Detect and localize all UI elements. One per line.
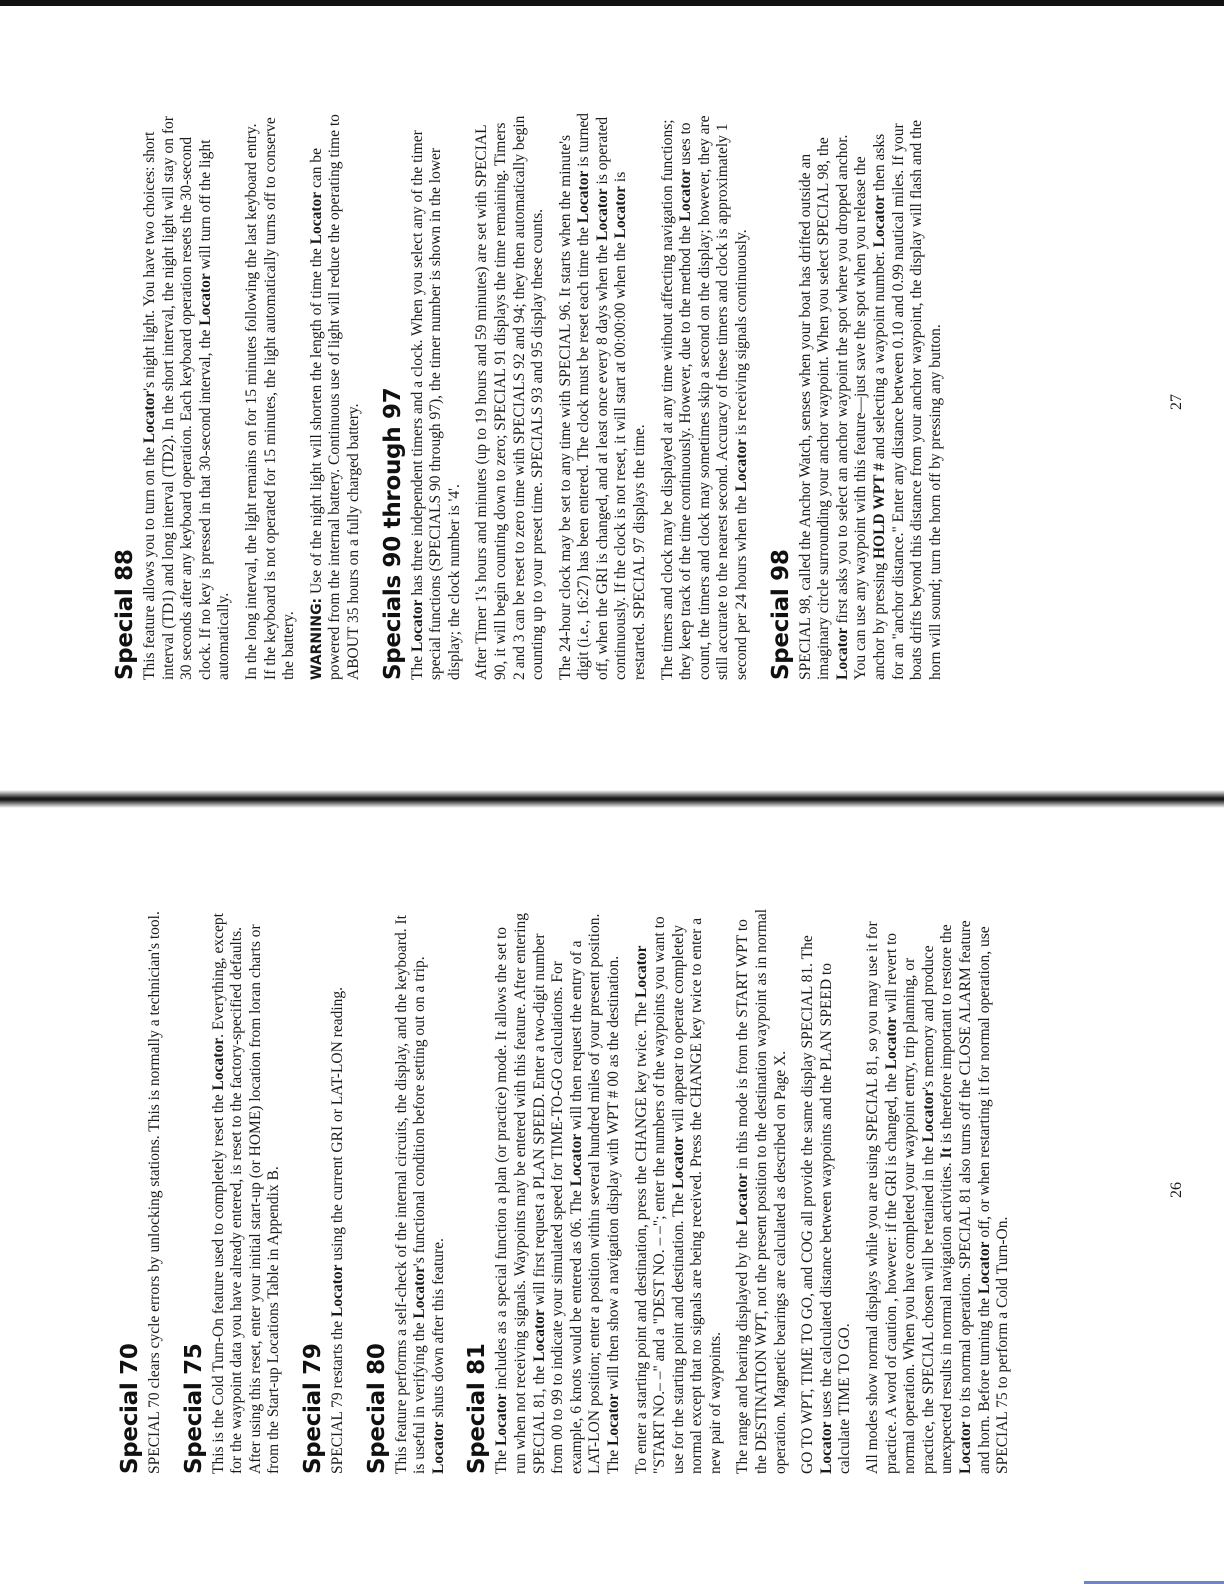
- left-page-column: [117, 906, 1022, 1474]
- section-heading: Special 81: [464, 1343, 491, 1474]
- emphasis-text: Locator: [567, 1133, 585, 1187]
- page-edge-shadow: [0, 0, 1224, 6]
- emphasis-text: Locator: [669, 1136, 687, 1189]
- emphasis-text: Locator: [328, 1264, 346, 1317]
- section-heading: Special 98: [767, 549, 794, 680]
- body-paragraph: This feature performs a self-check of the internal circuits, the display, and the keyboard. It is useful in verifying the Locator's functional condition before setting out on a trip. Locator shuts down after this feature.: [392, 915, 447, 1474]
- emphasis-text: Locator: [871, 194, 888, 248]
- body-paragraph: This feature allows you to turn on the Locator's night light. You have two choices: short interval (TD1) and long interval (TD2). In the short interval, the night light will stay on for 30 seconds after any keyboard operation. Each keyboard operation resets the 30-second clock. If no key is pressed in that 30-second interval, the Locator will turn off the light automatically.: [141, 116, 233, 680]
- emphasis-text: Locator: [817, 1421, 835, 1474]
- emphasis-text: Locator: [632, 945, 650, 998]
- body-paragraph: After Timer 1's hours and minutes (up to 19 hours and 59 minutes) are set with SPECIAL 90, it will begin counting down to zero; SPECIAL 91 displays the time remaining. Timers 2 and 3 can be reset to zero time with SPECIALS 92 and 94; they then automatically begin counting up to your preset time. SPECIALS 93 and 95 display these counts.: [473, 115, 547, 680]
- body-paragraph: SPECIAL 70 clears cycle errors by unlocking stations. This is normally a technician's tool.: [146, 911, 163, 1474]
- page-number: 26: [1168, 1182, 1185, 1198]
- left-page: [0, 792, 1224, 1584]
- book-gutter: [0, 790, 1224, 808]
- section-heading: Special 80: [363, 1343, 390, 1474]
- emphasis-text: Locator: [975, 1241, 993, 1295]
- emphasis-text: Locator: [408, 599, 426, 653]
- emphasis-text: Locator: [411, 1266, 429, 1319]
- section-heading: Special 79: [299, 1343, 326, 1474]
- emphasis-text: Locator: [833, 627, 851, 680]
- emphasis-text: Locator: [575, 170, 593, 224]
- emphasis-text: Locator: [196, 273, 214, 326]
- emphasis-text: Locator: [733, 438, 751, 492]
- emphasis-text: Locator: [209, 1037, 227, 1091]
- body-paragraph: WARNING: Use of the night light will shorten the length of time the Locator can be powered from the internal battery. Continuous use of light will reduce the operating time to ABOUT 35 hours on a fully charged battery.: [307, 114, 362, 680]
- emphasis-text: Locator: [493, 1393, 511, 1447]
- body-paragraph: All modes show normal displays while you are using SPECIAL 81, so you may use it for practice. A word of caution , however: if the GRI is changed, the Locator will revert to normal operation. When you have completed your waypoint entry, trip planning, or practice, the SPECIAL chosen will be retained in the Locator's memory and produce unexpected results in normal navigation activities. It is therefore important to restore the Locator to its normal operation. SPECIAL 81 also turns off the CLOSE ALARM feature and horn. Before turning the Locator off, or when restarting it for normal operation, use SPECIAL 75 to perform a Cold Turn-On.: [864, 920, 1012, 1474]
- section-heading: Special 75: [180, 1343, 207, 1474]
- body-paragraph: The Locator includes as a special function a plan (or practice) mode. It allows the set to run when not receiving signals. Waypoints may be entered with this feature. After entering SPECIAL 81, the Locator will first request a PLAN SPEED. Enter a two-digit number from 00 to 99 to indicate your simulated speed for TIME-TO-GO calculations. For example, 6 knots would be entered as 06. The Locator will then request the entry of a LAT-LON position; enter a position within several hundred miles of your present position. The Locator will then show a navigation display with WPT # 00 as the destination.: [493, 912, 622, 1474]
- emphasis-text: Locator: [919, 1089, 937, 1143]
- body-paragraph: SPECIAL 79 restarts the Locator using the current GRI or LAT-LON reading.: [328, 986, 346, 1474]
- emphasis-text: Locator: [593, 188, 611, 241]
- emphasis-text: Locator: [530, 1309, 548, 1362]
- body-paragraph: In the long interval, the light remains on for 15 minutes following the last keyboard entry. If the keyboard is not operated for 15 minutes, the light automatically turns off to conserve the battery.: [242, 117, 298, 680]
- emphasis-text: Locator: [429, 1421, 447, 1474]
- body-paragraph: The 24-hour clock may be set to any time with SPECIAL 96. It starts when the minute's digit (i.e., 16:27) has been entered. The clock must be reset each time the Locator is turned off, when the GRI is changed, and at least once every 8 days when the Locator is operated continuously. If the clock is not reset, it will start at 00:00:00 when the Locator is restarted. SPECIAL 97 displays the time.: [556, 112, 649, 680]
- body-paragraph: SPECIAL 98, called the Anchor Watch, senses when your boat has drifted outside an imaginary circle surrounding your anchor waypoint. When you select SPECIAL 98, the Locator first asks you to select an anchor waypoint the spot where you dropped anchor. You can use any waypoint with this feature—just save the spot when you release the anchor by pressing HOLD WPT # and selecting a waypoint number. Locator then asks for an "anchor distance." Enter any distance between 0.10 and 0.99 nautical miles. If your boats drifts beyond this distance from your anchor waypoint, the display will flash and the horn will sound; turn the horn off by pressing any button.: [796, 119, 944, 680]
- emphasis-text: Locator: [734, 1173, 752, 1226]
- body-paragraph: The Locator has three independent timers and a clock. When you select any of the timer special functions (SPECIALS 90 through 97), the timer number is shown in the lower display; the clock number is '4'.: [408, 130, 463, 680]
- emphasis-text: Locator: [141, 390, 158, 444]
- page-number: 27: [1168, 394, 1185, 410]
- emphasis-text: Locator: [882, 1016, 900, 1070]
- body-paragraph: This is the Cold Turn-On feature used to completely reset the Locator. Everything, except for the waypoint data you have already entered, is reset to the factory-specified defaults. After using this reset, enter your initial start-up (or HOME) location from loran charts or from the Start-up Locations Table in Appendix B.: [209, 913, 283, 1474]
- section-heading: Special 70: [117, 1343, 143, 1474]
- body-paragraph: The range and bearing displayed by the Locator in this mode is from the START WPT to the DESTINATION WPT, not the present position to the destination waypoint as in normal operation. Magnetic bearings are calculated as described on Page X.: [734, 908, 789, 1474]
- body-paragraph: The timers and clock may be displayed at any time without affecting navigation functions; they keep track of the time continuously. However, due to the method the Locator uses to count, the timers and clock may sometimes skip a second on the display; however, they are still accurate to the nearest second. Accuracy of these timers and clock is approximately 1 second per 24 hours when the Locator is receiving signals continuously.: [658, 115, 751, 680]
- emphasis-text: Locator: [604, 1393, 622, 1447]
- section-heading: Special 88: [112, 549, 138, 680]
- warning-label: WARNING:: [308, 597, 325, 680]
- emphasis-text: Locator: [677, 168, 695, 222]
- section-heading: Specials 90 through 97: [379, 387, 406, 680]
- emphasis-text: Locator: [957, 1421, 974, 1474]
- body-paragraph: To enter a starting point and destination, press the CHANGE key twice. The Locator "START NO.– –" and a "DEST NO. – –"; enter the numbers of the waypoints you want to use for the starting point and destination. The Locator will appear to operate completely normal except that no signals are being received. Press the CHANGE key twice to enter a new pair of waypoints.: [632, 916, 724, 1474]
- right-page-column: [112, 112, 954, 680]
- emphasis-text: It: [938, 1147, 956, 1159]
- emphasis-text: Locator: [612, 185, 630, 239]
- body-paragraph: GO TO WPT, TIME TO GO, and COG all provide the same display SPECIAL 81. The Locator uses the calculated distance between waypoints and the PLAN SPEED to calculate TIME TO GO.: [799, 935, 854, 1474]
- emphasis-text: Locator: [307, 191, 325, 245]
- emphasis-text: HOLD WPT #: [871, 463, 888, 560]
